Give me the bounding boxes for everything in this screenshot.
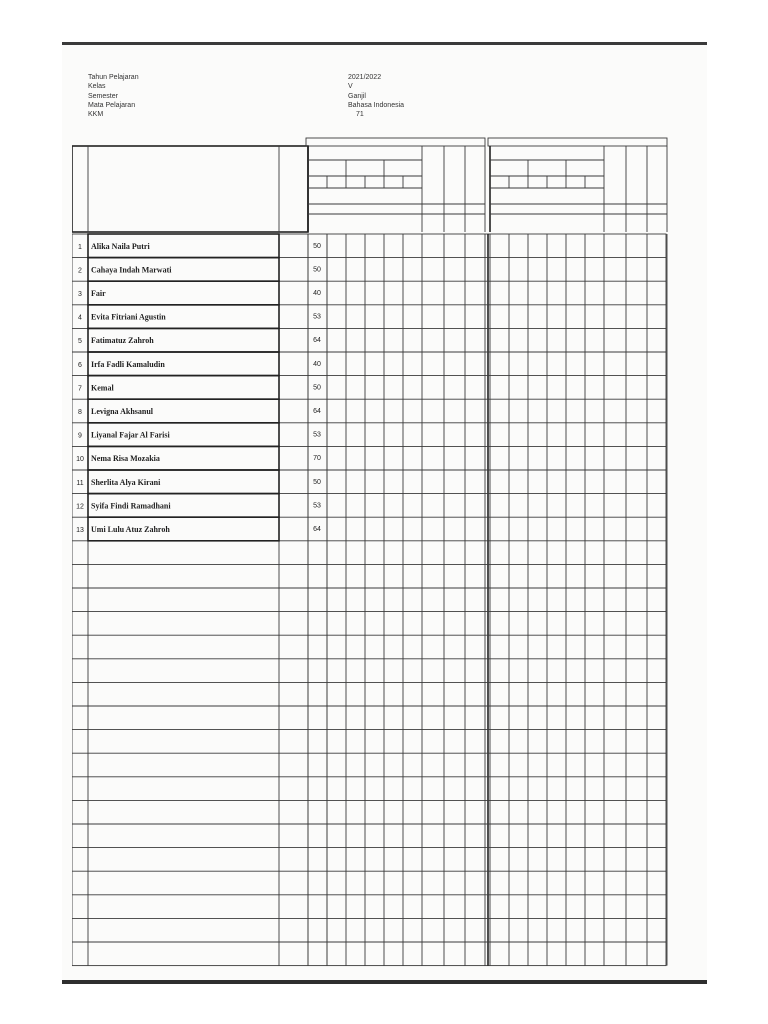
student-name: Syifa Findi Ramadhani	[91, 501, 171, 511]
name-cell	[88, 376, 279, 400]
student-score: 40	[313, 290, 321, 297]
class-value: V	[348, 83, 353, 91]
student-number: 11	[76, 479, 84, 487]
student-name: Fair	[91, 289, 106, 298]
student-name: Kemal	[91, 383, 114, 393]
kkm-value: 71	[356, 111, 364, 119]
student-score: 53	[313, 502, 321, 510]
student-name: Levigna Akhsanul	[91, 407, 154, 416]
student-score: 64	[313, 337, 321, 345]
student-number: 3	[78, 291, 82, 298]
student-name: Cahaya Indah Marwati	[91, 265, 172, 275]
student-name: Sherlita Alya Kirani	[91, 477, 161, 487]
body-border	[72, 234, 666, 966]
school-year-value: 2021/2022	[348, 74, 382, 81]
student-number: 2	[78, 267, 82, 275]
student-score: 50	[313, 478, 321, 486]
student-score: 53	[313, 313, 321, 321]
student-number: 9	[78, 432, 82, 440]
kd-title-band	[488, 138, 667, 146]
meta-labels	[88, 73, 139, 119]
student-score: 40	[313, 360, 321, 368]
student-number: 7	[78, 385, 82, 393]
student-name: Irfa Fadli Kamaludin	[91, 359, 165, 369]
student-number: 12	[76, 503, 84, 511]
grade-table	[72, 136, 672, 976]
student-score: 64	[313, 526, 321, 533]
student-number: 10	[76, 456, 84, 464]
meta-label: Kelas	[88, 83, 106, 91]
student-name: Liyanal Fajar Al Farisi	[91, 430, 170, 440]
student-number: 6	[78, 361, 82, 369]
meta-label: KKM	[88, 111, 104, 119]
meta-values	[348, 73, 404, 119]
student-number: 13	[76, 527, 84, 534]
semester-value: Ganjil	[348, 92, 366, 100]
student-score: 50	[313, 266, 321, 274]
student-number: 1	[78, 243, 82, 251]
meta-label: Mata Pelajaran	[88, 101, 136, 109]
student-name: Alika Naila Putri	[91, 241, 150, 251]
kd-title-band	[306, 138, 485, 146]
student-score: 50	[313, 242, 321, 250]
student-score: 70	[313, 455, 321, 463]
student-name: Umi Lulu Atuz Zahroh	[91, 525, 170, 534]
student-number: 4	[78, 314, 82, 322]
subject-value: Bahasa Indonesia	[348, 101, 405, 109]
grade-sheet	[62, 42, 707, 984]
student-score: 50	[313, 384, 321, 392]
name-cell	[88, 281, 279, 305]
student-score: 64	[313, 408, 321, 415]
meta-label: Semester	[88, 92, 118, 100]
header-block	[72, 146, 308, 232]
student-number: 8	[78, 409, 82, 416]
student-name: Fatimatuz Zahroh	[91, 336, 154, 346]
student-name: Evita Fitriani Agustin	[91, 312, 166, 322]
student-score: 53	[313, 431, 321, 439]
student-number: 5	[78, 338, 82, 346]
meta-label: Tahun Pelajaran	[88, 74, 139, 81]
student-name: Nema Risa Mozakia	[91, 454, 160, 464]
